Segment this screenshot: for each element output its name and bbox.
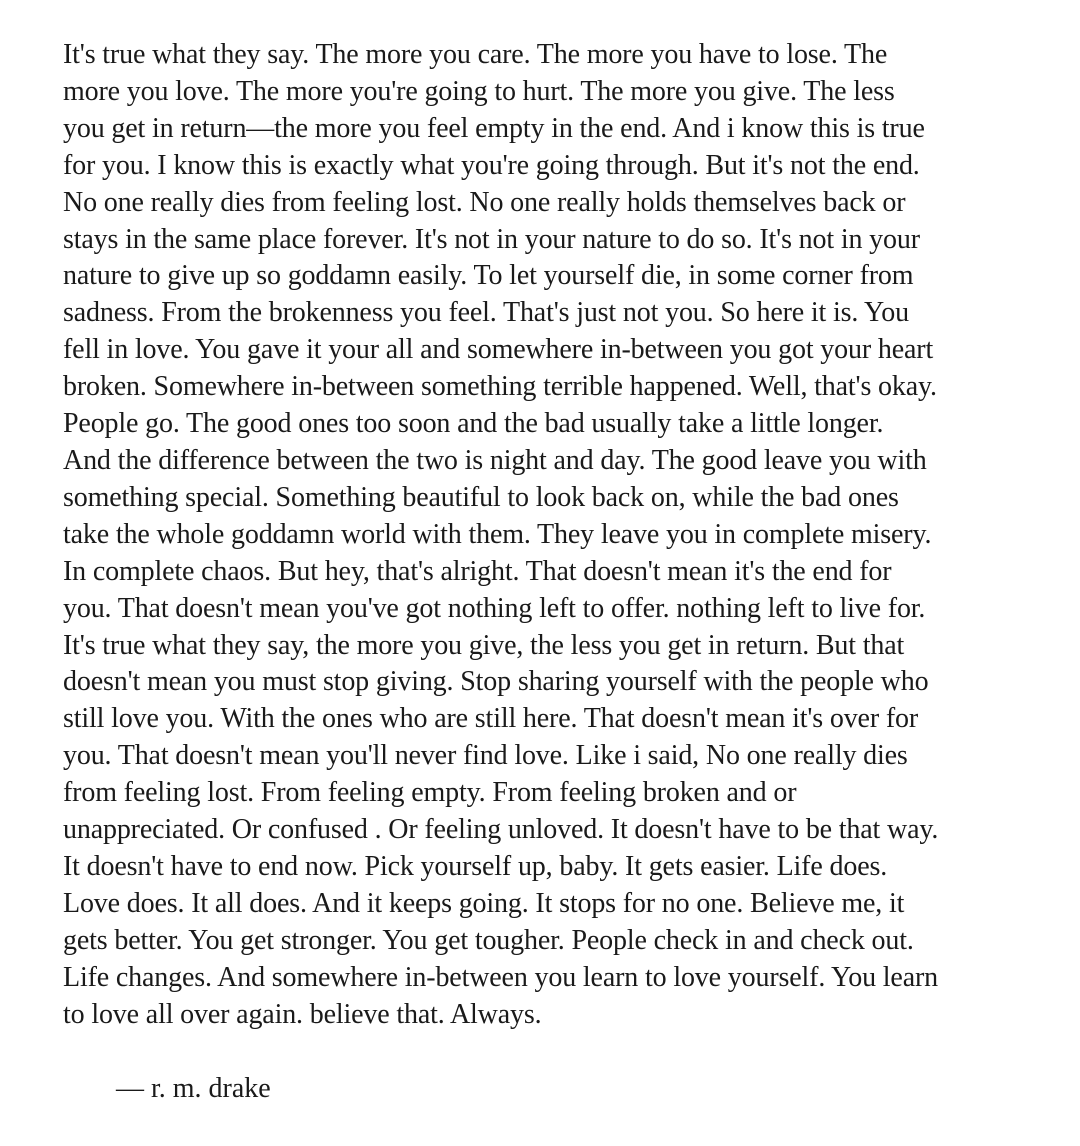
poem-line: you. That doesn't mean you've got nothing left to offer. nothing left to live for.: [63, 592, 926, 624]
poem-line: from feeling lost. From feeling empty. From feeling broken and or: [63, 777, 797, 809]
poem-line: It's true what they say. The more you care. The more you have to lose. The: [63, 39, 888, 70]
author-attribution: — r. m. drake: [116, 1073, 271, 1104]
poem-line: doesn't mean you must stop giving. Stop sharing yourself with the people who: [63, 666, 929, 698]
poem-line: Life changes. And somewhere in-between you learn to love yourself. You learn: [63, 961, 939, 993]
poem-line: gets better. You get stronger. You get tougher. People check in and check out.: [63, 924, 914, 956]
poem-line: People go. The good ones too soon and the bad usually take a little longer.: [63, 408, 884, 440]
poem-line: still love you. With the ones who are still here. That doesn't mean it's over for: [63, 703, 919, 735]
poem-line: you. That doesn't mean you'll never find love. Like i said, No one really dies: [63, 740, 908, 772]
poem-line: fell in love. You gave it your all and somewhere in-between you got your heart: [63, 334, 934, 366]
poem-line: something special. Something beautiful to look back on, while the bad ones: [63, 481, 899, 513]
poem-line: It doesn't have to end now. Pick yourself up, baby. It gets easier. Life does.: [63, 850, 888, 882]
poem-line: unappreciated. Or confused . Or feeling unloved. It doesn't have to be that way.: [63, 814, 939, 846]
poem-line: stays in the same place forever. It's not in your nature to do so. It's not in your: [63, 223, 920, 255]
poem-line: In complete chaos. But hey, that's alright. That doesn't mean it's the end for: [63, 555, 892, 587]
poem-line: nature to give up so goddamn easily. To let yourself die, in some corner from: [63, 260, 914, 292]
poem-line: No one really dies from feeling lost. No one really holds themselves back or: [63, 186, 906, 218]
poem-line: broken. Somewhere in-between something terrible happened. Well, that's okay.: [63, 371, 937, 403]
poem-line: take the whole goddamn world with them. They leave you in complete misery.: [63, 518, 932, 550]
poem-line: And the difference between the two is night and day. The good leave you with: [63, 444, 927, 476]
poem-line: sadness. From the brokenness you feel. That's just not you. So here it is. You: [63, 297, 910, 329]
poem-line: you get in return—the more you feel empty in the end. And i know this is true: [63, 112, 925, 144]
poem-line: to love all over again. believe that. Always.: [63, 998, 542, 1030]
poem-body: [63, 37, 1023, 1033]
poem-line: Love does. It all does. And it keeps going. It stops for no one. Believe me, it: [63, 887, 905, 919]
poem-line: It's true what they say, the more you give, the less you get in return. But that: [63, 629, 905, 661]
poem-line: for you. I know this is exactly what you're going through. But it's not the end.: [63, 149, 920, 181]
poem-line: more you love. The more you're going to hurt. The more you give. The less: [63, 75, 895, 107]
